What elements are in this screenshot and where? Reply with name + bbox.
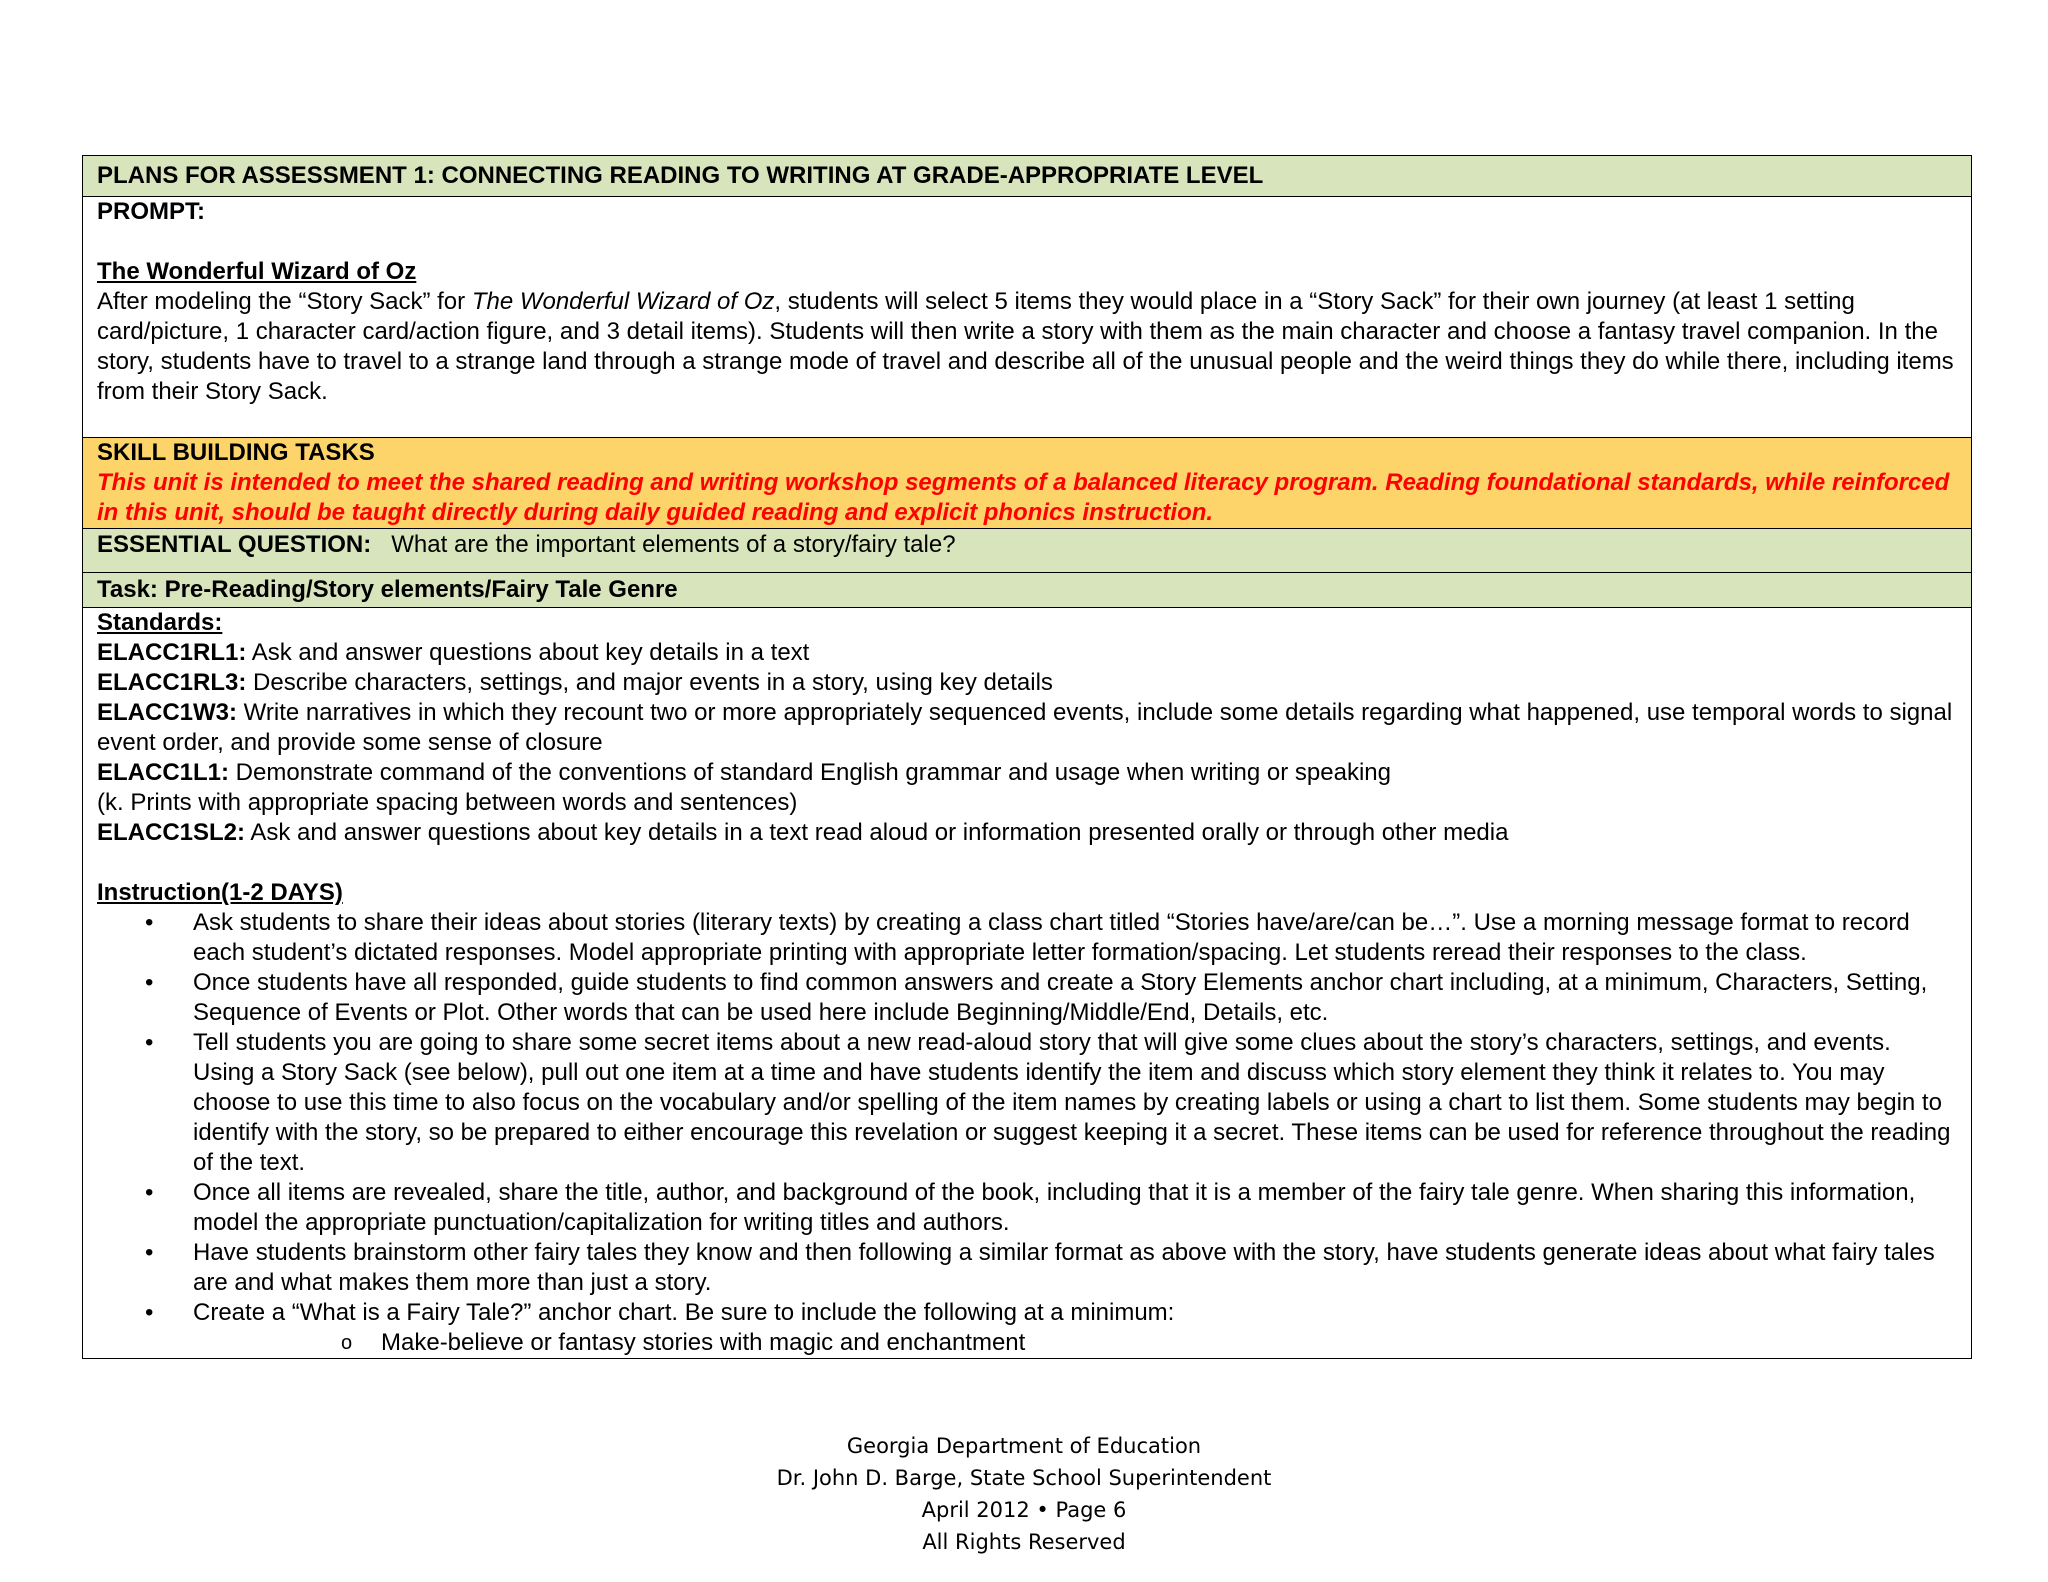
standard-item: ELACC1RL1: Ask and answer questions about key details in a text bbox=[97, 639, 810, 666]
page-footer bbox=[0, 1430, 2048, 1558]
standard-item: (k. Prints with appropriate spacing between words and sentences) bbox=[97, 789, 798, 816]
standard-item: ELACC1L1: Demonstrate command of the conventions of standard English grammar and usage when writing or speaking bbox=[97, 759, 1391, 786]
essential-question-row bbox=[83, 529, 1971, 573]
prompt-text: After modeling the “Story Sack” for The Wonderful Wizard of Oz, students will select 5 items they would place in a “Story Sack” for their own journey (at least 1 setting card/picture, 1 character card/action figure, and 3 detail items). Students will then write a story with them as the main character and choose a fantasy travel companion. In the story, students have to travel to a strange land through a strange mode of travel and describe all of the unusual people and the weird things they do while there, including items from their Story Sack. bbox=[97, 288, 1954, 405]
instruction-item: • Tell students you are going to share some secret items about a new read-aloud story that will give some clues about the story’s characters, settings, and events. Using a Story Sack (see below), pull out one item at a time and have students identify the item and discuss which story element they think it relates to. You may choose to use this time to also focus on the vocabulary and/or spelling of the item names by creating labels or using a chart to list them. Some students may begin to identify with the story, so be prepared to either encourage this revelation or suggest keeping it a secret. These items can be used for reference throughout the reading of the text. bbox=[193, 1028, 1957, 1178]
assessment-plan-table bbox=[82, 155, 1972, 1359]
prompt-book-italic: The Wonderful Wizard of Oz bbox=[471, 288, 775, 315]
prompt-section bbox=[83, 197, 1971, 438]
instruction-item: • Once all items are revealed, share the title, author, and background of the book, including that it is a member of the fairy tale genre. When sharing this information, model the appropriate punctuation/capitalization for writing titles and authors. bbox=[193, 1178, 1957, 1238]
instruction-item: • Create a “What is a Fairy Tale?” anchor chart. Be sure to include the following at a minimum: bbox=[193, 1298, 1957, 1328]
footer-department: Georgia Department of Education bbox=[846, 1434, 1202, 1458]
assessment-title: PLANS FOR ASSESSMENT 1: CONNECTING READING TO WRITING AT GRADE-APPROPRIATE LEVEL bbox=[97, 162, 1264, 189]
footer-date-page: April 2012 • Page 6 bbox=[921, 1498, 1127, 1522]
fairy-tale-sub-item: o Make-believe or fantasy stories with magic and enchantment bbox=[381, 1328, 1957, 1358]
standard-item: ELACC1SL2: Ask and answer questions about key details in a text read aloud or information presented orally or through other media bbox=[97, 819, 1509, 846]
footer-superintendent: Dr. John D. Barge, State School Superintendent bbox=[776, 1466, 1272, 1490]
instruction-item: • Once students have all responded, guide students to find common answers and create a Story Elements anchor chart including, at a minimum, Characters, Setting, Sequence of Events or Plot. Other words that can be used here include Beginning/Middle/End, Details, etc. bbox=[193, 968, 1957, 1028]
instruction-item: • Ask students to share their ideas about stories (literary texts) by creating a class chart titled “Stories have/are/can be…”. Use a morning message format to record each student’s dictated responses. Model appropriate printing with appropriate letter formation/spacing. Let students reread their responses to the class. bbox=[193, 908, 1957, 968]
book-title: The Wonderful Wizard of Oz bbox=[97, 258, 417, 285]
footer-rights: All Rights Reserved bbox=[922, 1530, 1126, 1554]
standard-item: ELACC1RL3: Describe characters, settings, and major events in a story, using key details bbox=[97, 669, 1053, 696]
fairy-tale-sub-list bbox=[97, 1328, 1957, 1358]
assessment-title-row bbox=[83, 156, 1971, 197]
prompt-label: PROMPT: bbox=[97, 198, 205, 225]
standard-item: ELACC1W3: Write narratives in which they recount two or more appropriately sequenced events, include some details regarding what happened, use temporal words to signal event order, and provide some sense of closure bbox=[97, 699, 1953, 756]
skill-building-note: This unit is intended to meet the shared reading and writing workshop segments of a balanced literacy program. Reading foundational standards, while reinforced in this unit, should be taught directly during daily guided reading and explicit phonics instruction. bbox=[97, 469, 1950, 526]
instruction-list bbox=[97, 908, 1957, 1328]
skill-building-row bbox=[83, 438, 1971, 529]
essential-question-text: What are the important elements of a story/fairy tale? bbox=[391, 531, 956, 558]
instruction-label: Instruction(1-2 DAYS) bbox=[97, 879, 343, 906]
skill-building-label: SKILL BUILDING TASKS bbox=[97, 439, 375, 466]
standards-list bbox=[97, 638, 1957, 848]
task-row bbox=[83, 573, 1971, 608]
essential-question-label: ESSENTIAL QUESTION: bbox=[97, 531, 372, 558]
instruction-item: • Have students brainstorm other fairy tales they know and then following a similar format as above with the story, have students generate ideas about what fairy tales are and what makes them more than just a story. bbox=[193, 1238, 1957, 1298]
task-label: Task: Pre-Reading/Story elements/Fairy Tale Genre bbox=[97, 576, 678, 603]
standards-label: Standards: bbox=[97, 609, 223, 636]
standards-instruction-section bbox=[83, 608, 1971, 1358]
